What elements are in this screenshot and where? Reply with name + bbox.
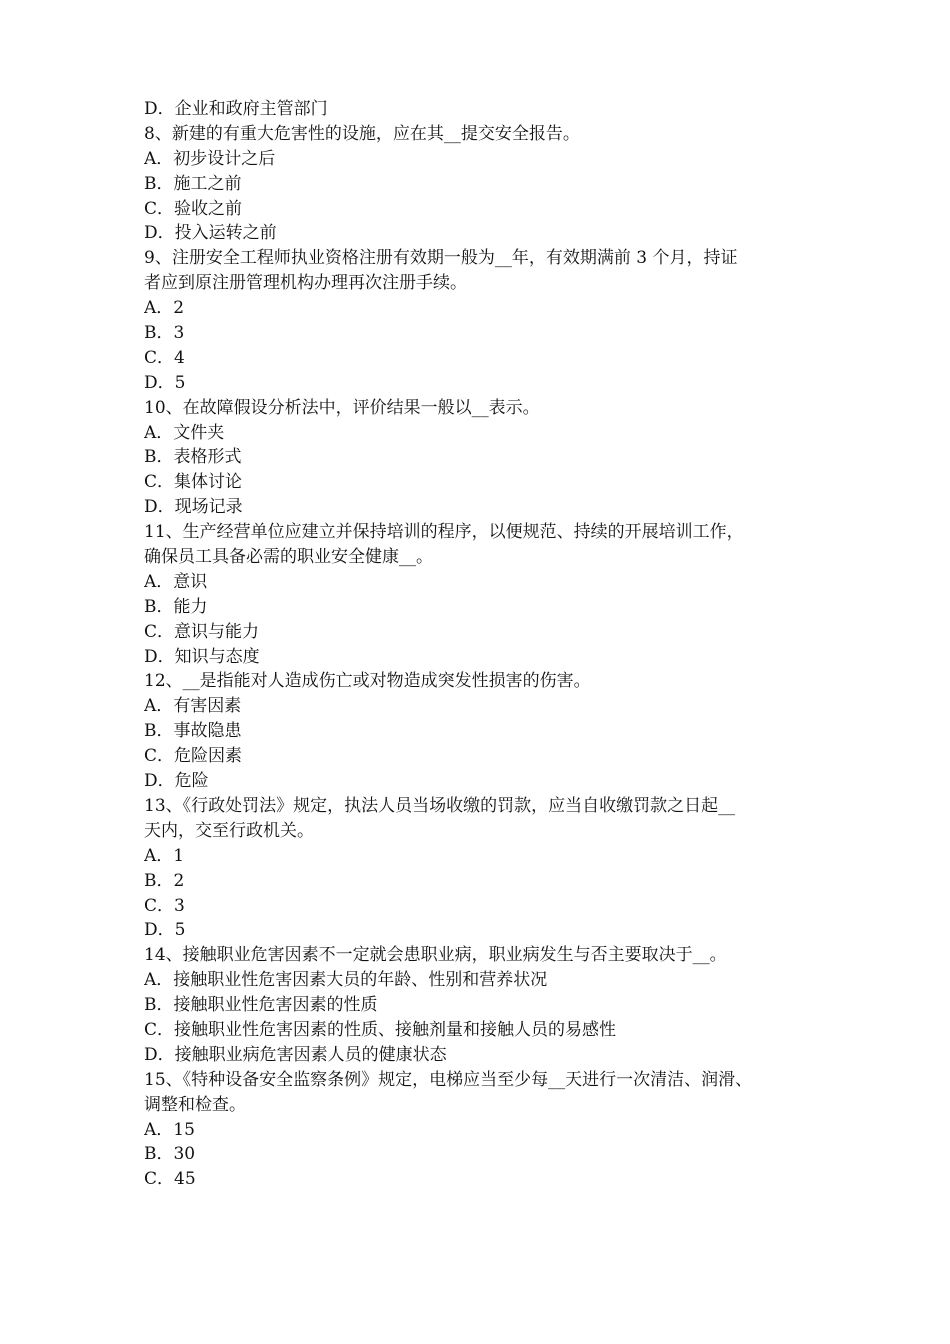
question-13-continued: 天内，交至行政机关。: [144, 820, 314, 841]
question-14-option-d: D．接触职业病危害因素人员的健康状态: [144, 1044, 447, 1065]
question-9-option-a: A．2: [144, 298, 185, 319]
question-9-option-c: C．4: [144, 347, 185, 368]
question-11-option-d: D．知识与态度: [144, 646, 260, 667]
question-10-option-b: B．表格形式: [144, 447, 242, 468]
question-12: 12、__是指能对人造成伤亡或对物造成突发性损害的伤害。: [144, 671, 591, 692]
question-12-option-a: A．有害因素: [144, 696, 242, 717]
question-13-option-c: C．3: [144, 895, 185, 916]
question-9-option-b: B．3: [144, 323, 185, 344]
question-15-continued: 调整和检查。: [144, 1094, 246, 1115]
question-8-option-c: C．验收之前: [144, 198, 243, 219]
question-10-option-a: A．文件夹: [144, 422, 225, 443]
question-8: 8、新建的有重大危害性的设施，应在其__提交安全报告。: [144, 123, 580, 144]
question-15-option-a: A．15: [144, 1119, 195, 1140]
question-11-option-c: C．意识与能力: [144, 621, 260, 642]
question-11-option-a: A．意识: [144, 571, 208, 592]
question-12-option-c: C．危险因素: [144, 746, 243, 767]
question-10: 10、在故障假设分析法中，评价结果一般以__表示。: [144, 397, 540, 418]
option-8-prev-d: D．企业和政府主管部门: [144, 99, 328, 119]
question-12-option-b: B．事故隐患: [144, 721, 242, 742]
question-14-option-c: C．接触职业性危害因素的性质、接触剂量和接触人员的易感性: [144, 1019, 617, 1040]
question-14-option-b: B．接触职业性危害因素的性质: [144, 995, 378, 1016]
question-10-option-c: C．集体讨论: [144, 472, 243, 493]
question-8-option-b: B．施工之前: [144, 173, 242, 194]
question-15: 15、《特种设备安全监察条例》规定，电梯应当至少每__天进行一次清洁、润滑、: [144, 1069, 753, 1090]
question-11: 11、生产经营单位应建立并保持培训的程序，以便规范、持续的开展培训工作，: [144, 522, 744, 543]
question-13-option-d: D．5: [144, 920, 186, 941]
question-12-option-d: D．危险: [144, 771, 209, 792]
question-14-option-a: A．接触职业性危害因素大员的年龄、性别和营养状况: [144, 970, 548, 991]
question-13-option-b: B．2: [144, 870, 185, 891]
question-13-option-a: A．1: [144, 845, 185, 866]
question-8-option-d: D．投入运转之前: [144, 223, 277, 244]
question-9: 9、注册安全工程师执业资格注册有效期一般为__年，有效期满前 3 个月，持证: [144, 248, 738, 269]
question-8-option-a: A．初步设计之后: [144, 148, 276, 169]
question-9-continued: 者应到原注册管理机构办理再次注册手续。: [144, 273, 467, 294]
question-14: 14、接触职业危害因素不一定就会患职业病，职业病发生与否主要取决于__。: [144, 945, 727, 966]
question-15-option-c: C．45: [144, 1169, 196, 1190]
question-15-option-b: B．30: [144, 1144, 196, 1165]
question-13: 13、《行政处罚法》规定，执法人员当场收缴的罚款，应当自收缴罚款之日起__: [144, 795, 736, 816]
question-10-option-d: D．现场记录: [144, 497, 243, 518]
question-11-option-b: B．能力: [144, 596, 208, 617]
question-9-option-d: D．5: [144, 372, 186, 393]
question-11-continued: 确保员工具备必需的职业安全健康__。: [144, 547, 433, 568]
